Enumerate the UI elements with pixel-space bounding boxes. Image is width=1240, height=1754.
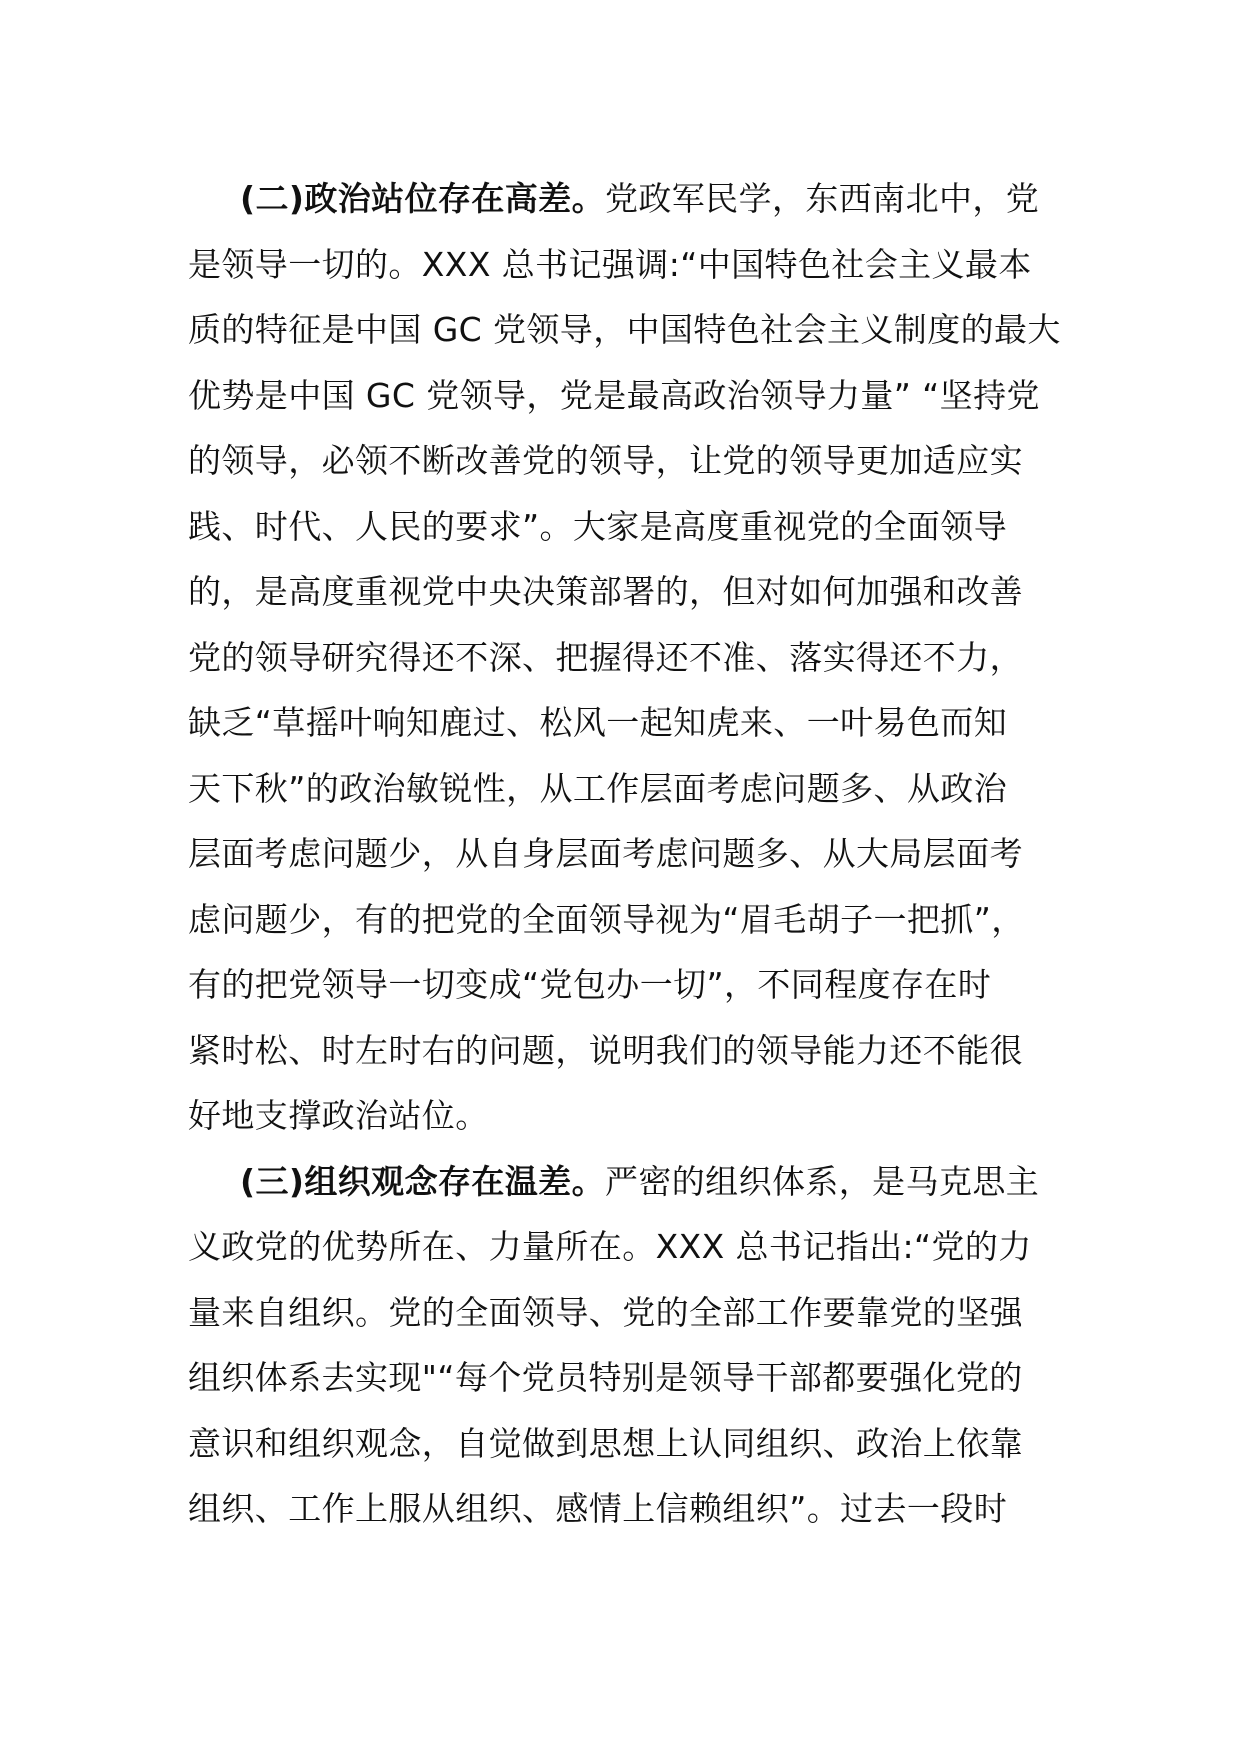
document-body	[188, 166, 1068, 1542]
body-text: 严密的组织体系，是马克思主	[604, 1161, 1040, 1201]
body-line: 虑问题少，有的把党的全面领导视为“眉毛胡子一把抓”，	[188, 899, 1025, 939]
body-line: 缺乏“草摇叶响知鹿过、松风一起知虎来、一叶易色而知	[188, 703, 1008, 742]
body-line: 紧时松、时左时右的问题，说明我们的领导能力还不能很	[188, 1030, 1023, 1070]
body-line: 是领导一切的。XXX 总书记强调:“中国特色社会主义最本	[188, 244, 1032, 284]
paragraph-organization-concept	[188, 1149, 1068, 1542]
paragraph-first-line	[188, 1149, 1068, 1215]
section-heading: (三)组织观念存在温差。	[240, 1161, 605, 1201]
body-line: 义政党的优势所在、力量所在。XXX 总书记指出:“党的力	[188, 1227, 1032, 1266]
body-line: 意识和组织观念，自觉做到思想上认同组织、政治上依靠	[188, 1423, 1023, 1463]
body-line: 组织体系去实现"“每个党员特别是领导干部都要强化党的	[188, 1358, 1023, 1397]
body-line: 的领导，必领不断改善党的领导，让党的领导更加适应实	[188, 441, 1023, 480]
body-line: 优势是中国 GC 党领导，党是最高政治领导力量” “坚持党	[188, 375, 1040, 415]
body-text: 党政军民学，东西南北中，党	[604, 179, 1040, 218]
body-line: 好地支撑政治站位。	[188, 1096, 489, 1135]
body-line: 践、时代、人民的要求”。大家是高度重视党的全面领导	[188, 506, 1008, 546]
body-line: 党的领导研究得还不深、把握得还不准、落实得还不力，	[188, 637, 1023, 677]
body-line: 的，是高度重视党中央决策部署的，但对如何加强和改善	[188, 572, 1023, 611]
paragraph-political-stance	[188, 166, 1068, 1149]
paragraph-first-line	[188, 166, 1068, 232]
body-line: 层面考虑问题少，从自身层面考虑问题多、从大局层面考	[188, 834, 1023, 873]
body-line: 天下秋”的政治敏锐性，从工作层面考虑问题多、从政治	[188, 768, 1008, 808]
section-heading: (二)政治站位存在高差。	[240, 179, 605, 218]
body-line: 量来自组织。党的全面领导、党的全部工作要靠党的坚强	[188, 1292, 1023, 1332]
body-line: 质的特征是中国 GC 党领导，中国特色社会主义制度的最大	[188, 310, 1061, 349]
body-line: 有的把党领导一切变成“党包办一切”，不同程度存在时	[188, 965, 992, 1004]
body-line: 组织、工作上服从组织、感情上信赖组织”。过去一段时	[188, 1489, 1008, 1528]
